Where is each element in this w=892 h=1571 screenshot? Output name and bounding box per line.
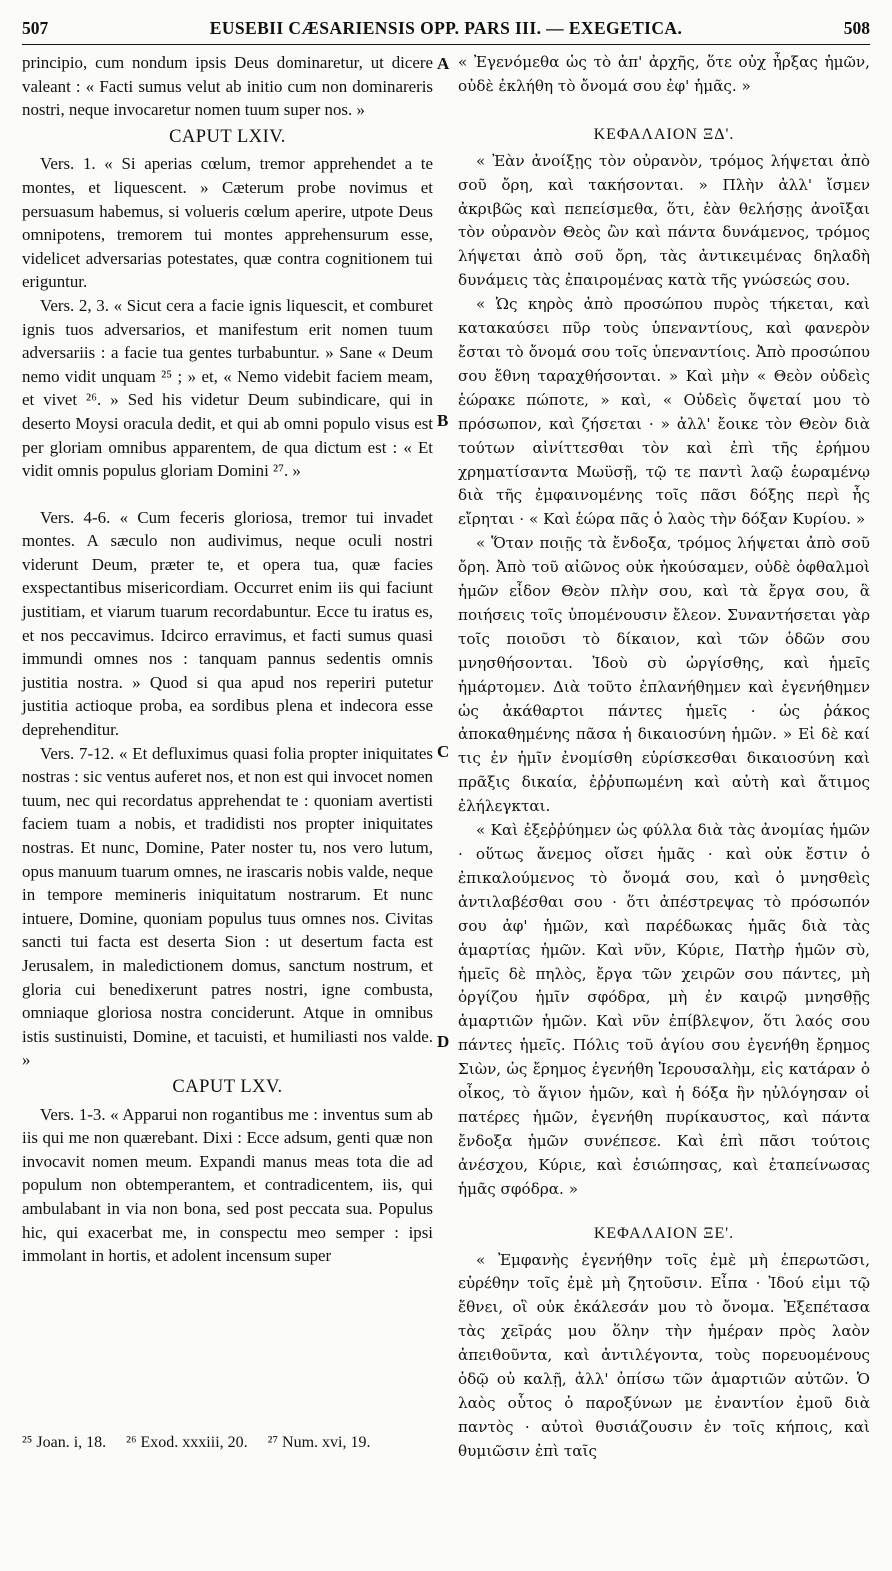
latin-paragraph: Vers. 7-12. « Et defluximus quasi folia propter iniquitates nostras : sic ventus auferet nos, et non est qui invocet nomen tuum, nec qui recordatus apprehendat te : quoniam avertisti faciem tuam a nobis, et tradidisti nos propter iniquitates nostras. Et nunc, Domine, Pater noster tu, nos vero lutum, opus manuum tuarum omnes, ne irascaris nobis valde, neque in tempore memineris iniquitatum nostrarum. Et nunc intuere, Domine, quoniam populus tuus omnes nos. Civitas sancti tui facta est deserta Sion : ut desertum facta est Jerusalem, in maledictionem domus, sanctum nostrum, et gloria cui benedixerunt patres nostri, igne combusta, omniaque gloriosa nostra conciderunt. Atque in omnibus istis sustinuisti, Domine, et tacuisti, et humiliasti nos valde. » (22, 743, 433, 1070)
margin-letter-a: A (437, 54, 450, 73)
greek-paragraph: « Ὅταν ποιῇς τὰ ἔνδοξα, τρόμος λήψεται ἀπὸ σοῦ ὄρη. Ἀπὸ τοῦ αἰῶνος οὐκ ἠκούσαμεν, οὐδὲ ὀφθαλμοὶ ἡμῶν εἶδον Θεὸν πλὴν σου, καὶ τὰ ἔργα σου, ἃ ποιήσεις τοῖς ὑπομένουσιν ἔλεον. Συναντήσεται γὰρ τοῖς ποιοῦσι τὸ δίκαιον, καὶ τῶν ὁδῶν σου μνησθήσονται. Ἰδοὺ σὺ ὠργίσθης, καὶ ἡμεῖς ἡμάρτομεν. Διὰ τοῦτο ἐπλανήθημεν καὶ ἐγενήθημεν ὡς ἀκάθαρτοι πάντες ἡμεῖς · ὡς ῥάκος ἀποκαθημένης πᾶσα ἡ δικαιοσύνη ἡμῶν. » Εἰ δὲ καί τις ἐν ἡμῖν ἐνομίσθη εὑρίσκεσθαι δικαιοσύνη καὶ πρᾶξις δικαία, ἐῤῥυπωμένη καὶ αὐτὴ καὶ ἄτιμος ἐλήλεγκται. (458, 534, 870, 816)
latin-paragraph: Vers. 1. « Si aperias cœlum, tremor apprehendet a te montes, et liquescent. » Cæterum probe novimus et persuasum habemus, si volueris cœlum aperire, utpote Deus omnipotens, tremorem tui montes apprehensurum esse, videlicet adversarias potestates, quæ contra cognitionem tui eriguntur. (22, 154, 433, 292)
greek-paragraph: « Ὡς κηρὸς ἀπὸ προσώπου πυρὸς τήκεται, καὶ κατακαύσει πῦρ τοὺς ὑπεναντίους, καὶ φανερὸν ἔσται τὸ ὄνομά σου τοῖς ὑπεναντίοις. Ἀπὸ προσώπου σου ἔθνη ταραχθήσονται. » Καὶ μὴν « Θεὸν οὐδεὶς ἑώρακε πώποτε, » καὶ, « Οὐδεὶς ὄψεταί μου τὸ πρόσωπον, καὶ ζήσεται · » ἀλλ' ἔοικε τὸν Θεὸν διὰ τούτων αἰνίττεσθαι τὸν καὶ ἐπὶ τῆς ἐρήμου χρηματίσαντα Μωϋσῇ, τῷ τε παντὶ λαῷ ἑωραμένῳ διὰ τῆς ἐμφαινομένης τοῖς πᾶσι δόξης περὶ ἧς εἴρηται · « Καὶ ἑώρα πᾶς ὁ λαὸς τὴν δόξαν Κυρίου. » (458, 295, 870, 529)
page-number-left: 507 (22, 18, 49, 38)
latin-paragraph: Vers. 4-6. « Cum feceris gloriosa, tremor tui invadet montes. A sæculo non audivimus, neque oculi nostri viderunt Deum, præter te, et opera tua, quæ facies exspectantibus misericordiam. Occurret enim iis qui faciunt justitiam, et viarum tuarum recordabuntur. Ecce tu iratus es, et nos peccavimus. Idcirco erravimus, et facti sumus quasi immundi omnes nos : tanquam pannus sedentis omnis justitia nostra. » Quod si qua apud nos reperiri putetur justitia actioque proba, ea sordibus plena et indecora esse deprehenditur. (22, 507, 433, 740)
running-title: EUSEBII CÆSARIENSIS OPP. PARS III. — EXEGETICA. (209, 18, 683, 38)
greek-paragraph: « Ἐμφανὴς ἐγενήθην τοῖς ἐμὲ μὴ ἐπερωτῶσι, εὑρέθην τοῖς ἐμὲ μὴ ζητοῦσιν. Εἶπα · Ἰδού εἰμι τῷ ἔθνει, οἳ οὐκ ἐκάλεσάν μου τὸ ὄνομα. Ἐξεπέτασα τὰς χεῖράς μου ὅλην τὴν ἡμέραν πρὸς λαὸν ἀπειθοῦντα, καὶ ἀντιλέγοντα, τοὺς πορευομένους ὁδῷ οὐ καλῇ, ἀλλ' ὀπίσω τῶν ἁμαρτιῶν αὐτῶν. Ὁ λαὸς οὗτος ὁ παροξύνων με ἐναντίον ἐμοῦ διὰ παντὸς · αὐτοὶ θυσιάζουσιν ἐν τοῖς κήποις, καὶ θυμιῶσιν ἐπὶ ταῖς (458, 1250, 870, 1460)
footnote: ²⁵ Joan. i, 18. (22, 1434, 107, 1451)
greek-paragraph: « Καὶ ἐξεῤῥύημεν ὡς φύλλα διὰ τὰς ἀνομίας ἡμῶν · οὕτως ἄνεμος οἴσει ἡμᾶς · καὶ οὐκ ἔστιν ὁ ἐπικαλούμενος τὸ ὄνομά σου, καὶ ὁ μνησθεὶς ἀντιλαβέσθαι σου · ὅτι ἀπέστρεψας τὸ πρόσωπόν σου ἀφ' ἡμῶν, καὶ παρέδωκας ἡμᾶς διὰ τὰς ἁμαρτίας ἡμῶν. Καὶ νῦν, Κύριε, Πατὴρ ἡμῶν σὺ, ἡμεῖς δὲ πηλὸς, ἔργα τῶν χειρῶν σου πάντες, μὴ ὀργίζου ἡμῖν σφόδρα, μὴ ἐν καιρῷ μνησθῇς ἁμαρτιῶν ἡμῶν. Καὶ νῦν ἐπίβλεψον, ὅτι λαός σου πάντες ἡμεῖς. Πόλις τοῦ ἁγίου σου ἐγενήθη ἔρημος Σιὼν, ὡς ἔρημος ἐγενήθη Ἱερουσαλὴμ, εἰς κατάραν ὁ οἶκος, τὸ ἅγιον ἡμῶν, καὶ ἡ δόξα ἣν ηὐλόγησαν οἱ πατέρες ἡμῶν, ἐγενήθη πυρίκαυστος, καὶ πάντα ἔνδοξα ἡμῶν συνέπεσε. Καὶ ἐπὶ πᾶσι τούτοις ἀνέσχου, Κύριε, καὶ ἐσιώπησας, καὶ ἐταπείνωσας ἡμᾶς σφόδρα. » (458, 821, 870, 1198)
latin-paragraph: Vers. 2, 3. « Sicut cera a facie ignis liquescit, et comburet ignis tuos adversarios, et manifestum erit nomen tuum adversariis : a facie tua gentes turbabuntur. » Sane « Deum nemo vidit unquam ²⁵ ; » et, « Nemo videbit faciem meam, et vivet ²⁶. » Sed his videtur Deum subindicare, qui in deserto Moysi oracula dedit, et qui ab omni populo visus est per gloriam omnibus apparentem, de qua dictum est : « Et vidit omnis populus gloriam Domini ²⁷. » (22, 295, 433, 481)
greek-column (458, 51, 870, 1464)
running-header (22, 18, 870, 45)
footnote: ²⁷ Num. xvi, 19. (267, 1434, 371, 1451)
greek-paragraph: « Ἐὰν ἀνοίξῃς τὸν οὐρανὸν, τρόμος λήψεται ἀπὸ σοῦ ὄρη, καὶ τακήσονται. » Πλὴν ἀλλ' ἴσμεν ἀκριβῶς καὶ πεπείσμεθα, ὅτι, ἐὰν θελήσῃς ἀνοῖξαι τὸν οὐρανὸν Θεὸς ὢν καὶ πάντα δυνάμενος, τρόμος λήψεται ἀπὸ σοῦ ὄρη, τὰς ἀντικειμένας δηλαδὴ δυνάμεις τὰς ἐπαιρομένας κατὰ τῆς γνώσεώς σου. (458, 151, 870, 290)
latin-column (22, 51, 433, 1268)
margin-letter-d: D (437, 1032, 450, 1051)
chapter-title-greek: ΚΕΦΑΛΑΙΟΝ ΞΕ'. (593, 1224, 735, 1242)
page-number-right: 508 (843, 18, 870, 38)
chapter-title-latin: CAPUT LXIV. (169, 126, 286, 147)
chapter-title-latin: CAPUT LXV. (172, 1076, 283, 1097)
greek-paragraph: « Ἐγενόμεθα ὡς τὸ ἀπ' ἀρχῆς, ὅτε οὐχ ἦρξας ἡμῶν, οὐδὲ ἐκλήθη τὸ ὄνομά σου ἐφ' ἡμᾶς. » (458, 53, 870, 95)
latin-paragraph: principio, cum nondum ipsis Deus dominaretur, ut dicere valeant : « Facti sumus velut ab initio cum non dominareris nostri, neque invocaretur nomen tuum super nos. » (22, 53, 433, 120)
footnote: ²⁶ Exod. xxxiii, 20. (126, 1434, 248, 1451)
margin-letter-b: B (437, 411, 449, 430)
margin-letter-c: C (437, 742, 450, 761)
latin-paragraph: Vers. 1-3. « Apparui non rogantibus me : inventus sum ab iis qui me non quærebant. Dixi : Ecce adsum, genti quæ non invocavit nomen meum. Expandi manus meas tota die ad populum non obtemperantem, et contradicentem, iis, qui ambulabant in via non bona, sed post peccata sua. Populus hic, qui exacerbat me, in conspectu meo semper : ipsi immolant in hortis, et adolent incensum super (22, 1104, 433, 1266)
footnotes (22, 1434, 870, 1452)
chapter-title-greek: ΚΕΦΑΛΑΙΟΝ ΞΔ'. (593, 125, 735, 143)
